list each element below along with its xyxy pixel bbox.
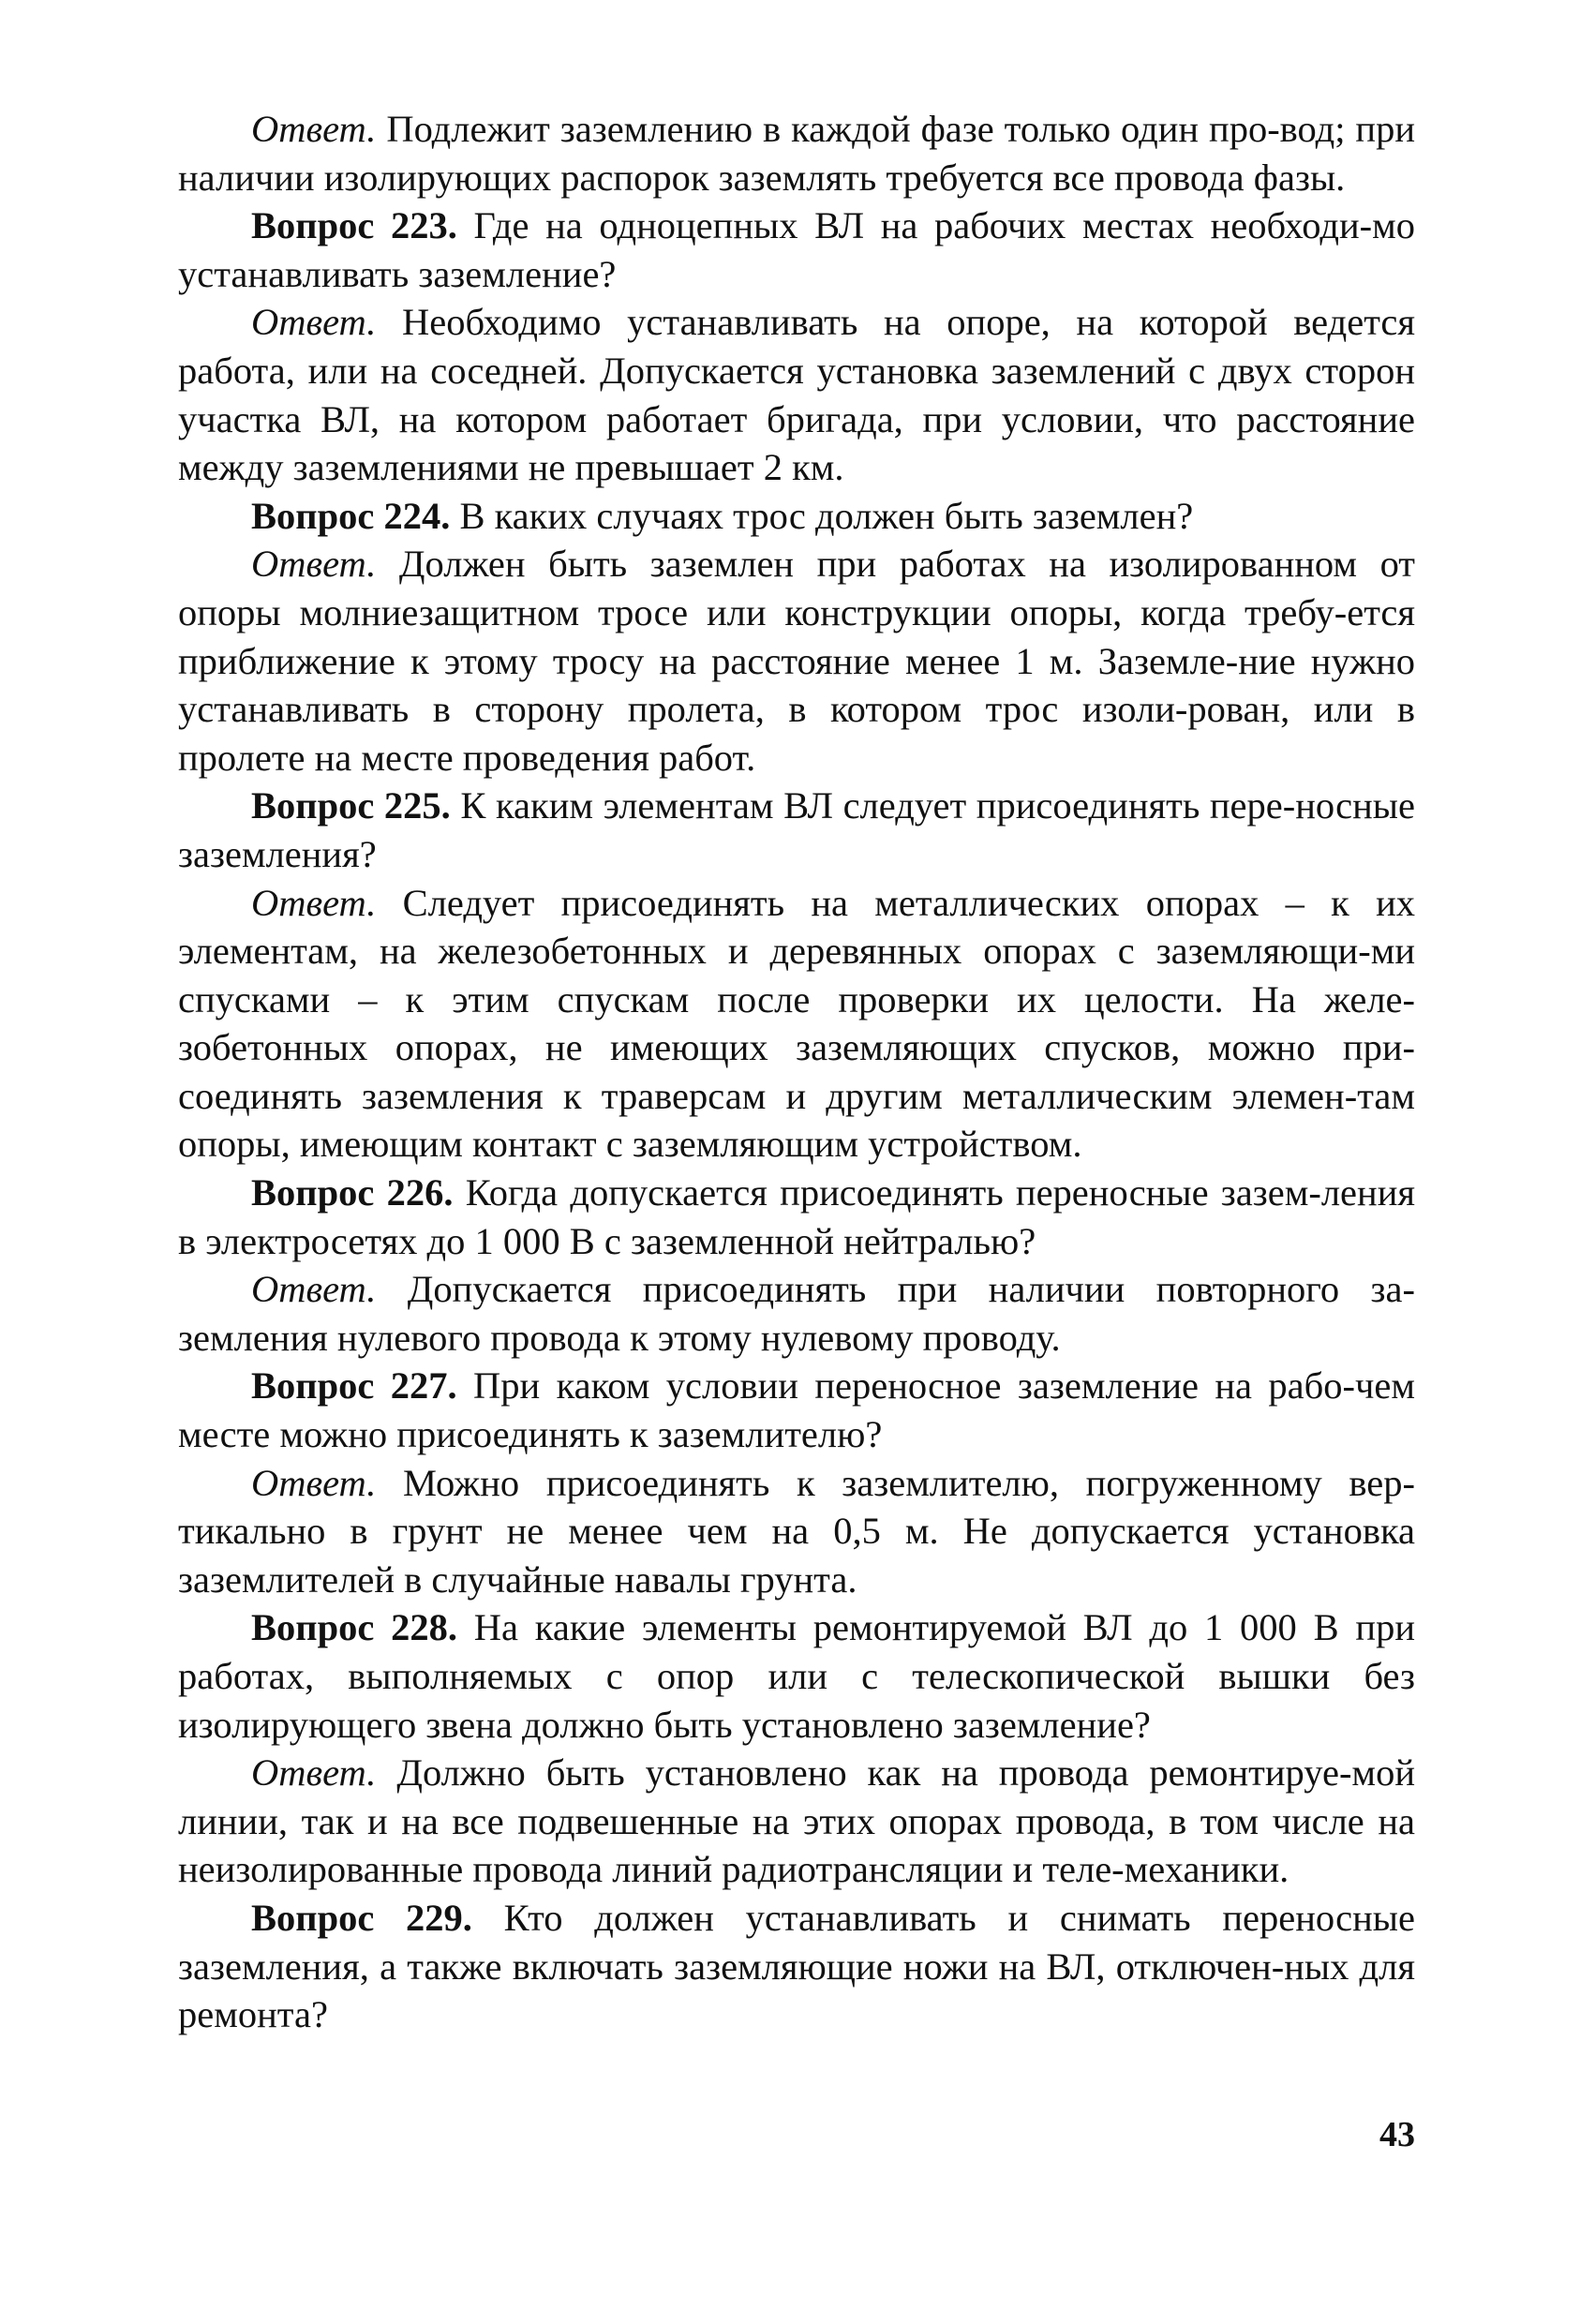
question-text: Когда допускается присоединять переносные зазем-ления в электросетях до 1 000 В с заземленной нейтралью?: [178, 1171, 1415, 1262]
question-text: Где на одноцепных ВЛ на рабочих местах необходи-мо устанавливать заземление?: [178, 204, 1415, 295]
answer-text: Подлежит заземлению в каждой фазе только один про-вод; при наличии изолирующих распорок заземлять требуется все провода фазы.: [178, 108, 1415, 199]
answer-label: Ответ.: [251, 881, 377, 924]
question-text: К каким элементам ВЛ следует присоединять пере-носные заземления?: [178, 784, 1415, 875]
answer-paragraph-223: [178, 298, 1415, 491]
answer-text: Можно присоединять к заземлителю, погруженному вер-тикально в грунт не менее чем на 0,5 м. Не допускается установка заземлителей в случайные навалы грунта.: [178, 1461, 1415, 1601]
answer-text: Следует присоединять на металлических опорах – к их элементам, на железобетонных и деревянных опорах с заземляющи-ми спусками – к этим спускам после проверки их целости. На желе-зобетонных опорах, не имеющих заземляющих спусков, можно при-соединять заземления к траверсам и другим металлическим элемен-там опоры, имеющим контакт с заземляющим устройством.: [178, 881, 1415, 1166]
answer-text: Должен быть заземлен при работах на изолированном от опоры молниезащитном тросе или конструкции опоры, когда требу-ется приближение к этому тросу на расстояние менее 1 м. Заземле-ние нужно устанавливать в сторону пролета, в котором трос изоли-рован, или в пролете на месте проведения работ.: [178, 543, 1415, 779]
answer-label: Ответ.: [251, 1268, 377, 1311]
question-text: В каких случаях трос должен быть заземлен?: [450, 494, 1194, 537]
answer-text: Необходимо устанавливать на опоре, на которой ведется работа, или на соседней. Допускается установка заземлений с двух сторон участка ВЛ, на котором работает бригада, при условии, что расстояние между заземлениями не превышает 2 км.: [178, 301, 1415, 489]
answer-paragraph-225: [178, 879, 1415, 1169]
question-label: Вопрос 227.: [251, 1364, 457, 1408]
answer-label: Ответ.: [251, 543, 377, 586]
question-paragraph-225: [178, 782, 1415, 878]
answer-paragraph-226: [178, 1265, 1415, 1362]
question-paragraph-228: [178, 1603, 1415, 1749]
answer-label: Ответ.: [251, 301, 377, 344]
question-text: При каком условии переносное заземление на рабо-чем месте можно присоединять к заземлителю?: [178, 1364, 1415, 1456]
question-label: Вопрос 223.: [251, 204, 457, 247]
question-text: Кто должен устанавливать и снимать переносные заземления, а также включать заземляющие ножи на ВЛ, отключен-ных для ремонта?: [178, 1896, 1415, 2036]
question-text: На какие элементы ремонтируемой ВЛ до 1 000 В при работах, выполняемых с опор или с телескопической вышки без изолирующего звена должно быть установлено заземление?: [178, 1606, 1415, 1746]
answer-text: Должно быть установлено как на провода ремонтируе-мой линии, так и на все подвешенные на этих опорах провода, в том числе на неизолированные провода линий радиотрансляции и теле-механики.: [178, 1751, 1415, 1891]
question-label: Вопрос 228.: [251, 1606, 458, 1649]
question-paragraph-223: [178, 201, 1415, 298]
page-number: 43: [1379, 2115, 1415, 2154]
question-paragraph-226: [178, 1169, 1415, 1265]
answer-paragraph-227: [178, 1459, 1415, 1604]
question-label: Вопрос 229.: [251, 1896, 472, 1939]
answer-paragraph: [178, 105, 1415, 201]
answer-paragraph-224: [178, 540, 1415, 782]
answer-text: Допускается присоединять при наличии повторного за-земления нулевого провода к этому нулевому проводу.: [178, 1268, 1415, 1359]
question-paragraph-224: [178, 492, 1415, 541]
question-paragraph-227: [178, 1362, 1415, 1458]
question-paragraph-229: [178, 1894, 1415, 2039]
question-label: Вопрос 224.: [251, 494, 451, 537]
answer-paragraph-228: [178, 1749, 1415, 1894]
answer-label: Ответ.: [251, 1751, 377, 1795]
question-label: Вопрос 225.: [251, 784, 451, 827]
answer-label: Ответ.: [251, 1461, 377, 1504]
question-label: Вопрос 226.: [251, 1171, 454, 1214]
page-body: [178, 105, 1415, 2039]
answer-label: Ответ.: [251, 108, 377, 150]
